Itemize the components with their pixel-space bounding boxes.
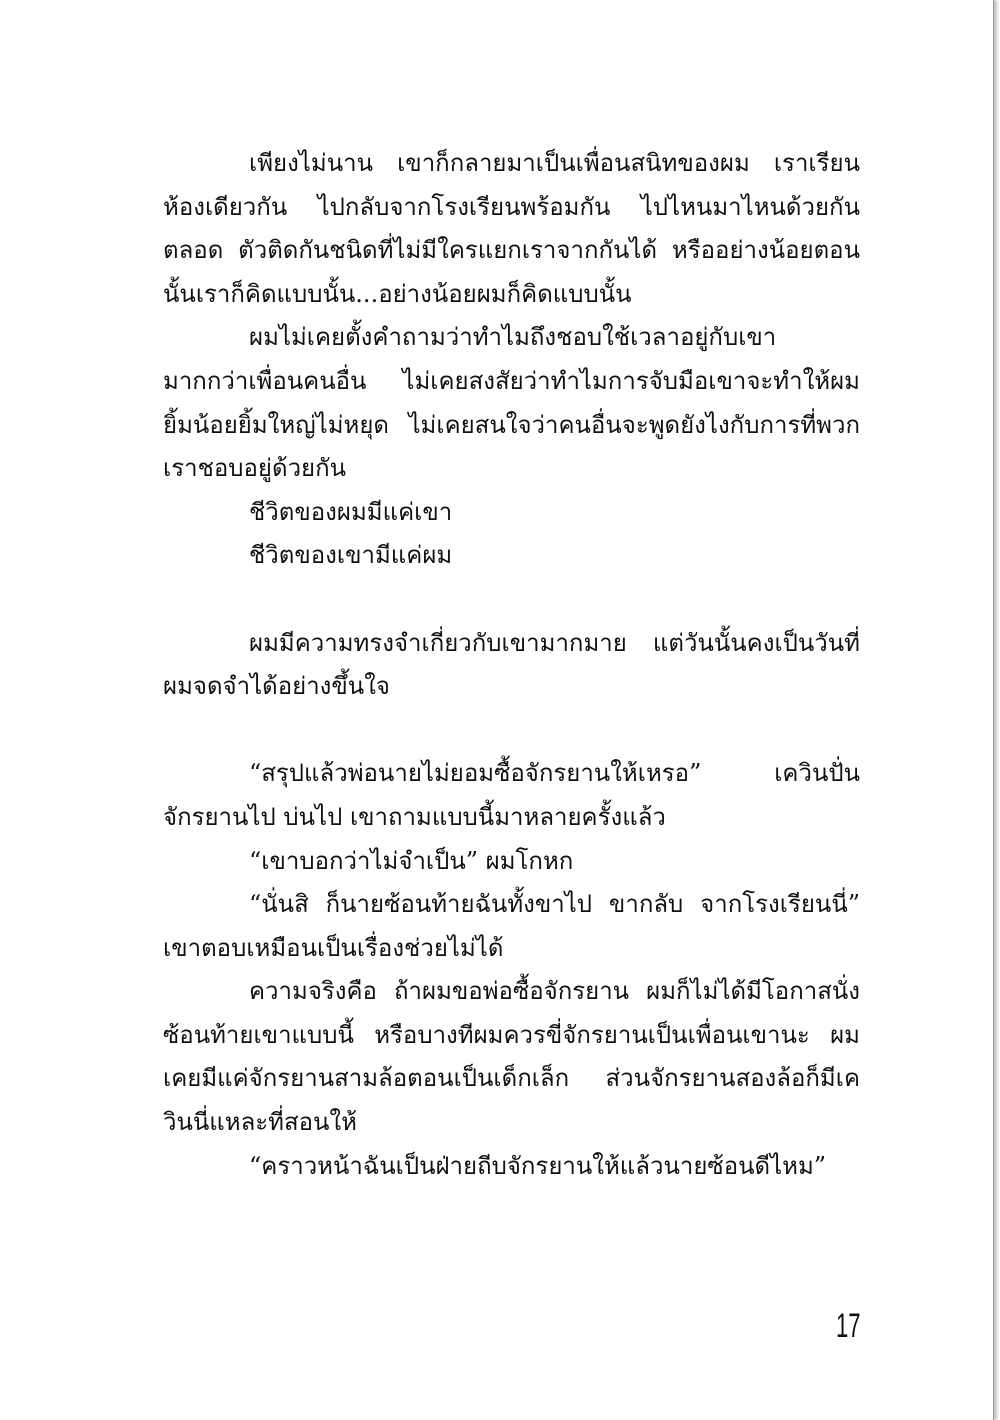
paragraph: ชีวิตของผมมีแค่เขา [249,497,453,526]
paragraph: ผมมีความทรงจำเกี่ยวกับเขามากมาย แต่วันนั้นคงเป็นวันที่ผมจดจำได้อย่างขึ้นใจ [163,628,860,701]
paragraph: “คราวหน้าฉันเป็นฝ่ายถีบจักรยานให้แล้วนายซ้อนดีไหม” [249,1151,827,1180]
paragraph: ผมไม่เคยตั้งคำถามว่าทำไมถึงชอบใช้เวลาอยู่กับเขามากกว่าเพื่อนคนอื่น ไม่เคยสงสัยว่าทำไมการจับมือเขาจะทำให้ผมยิ้มน้อยยิ้มใหญ่ไม่หยุด ไม่เคยสนใจว่าคนอื่นจะพูดยังไงกับการที่พวกเราชอบอยู่ด้วยกัน [163,323,860,483]
paragraph-gap [163,578,860,622]
body-text [163,142,860,1188]
paragraph: “นั่นสิ ก็นายซ้อนท้ายฉันทั้งขาไป ขากลับ จากโรงเรียนนี่” เขาตอบเหมือนเป็นเรื่องช่วยไม่ได้ [163,890,860,962]
page-number: 17 [836,1307,861,1345]
paragraph-gap [163,709,860,753]
paragraph: “สรุปแล้วพ่อนายไม่ยอมซื้อจักรยานให้เหรอ” เควินปั่นจักรยานไป บ่นไป เขาถามแบบนี้มาหลายครั้งแล้ว [163,759,860,831]
paragraph: ชีวิตของเขามีแค่ผม [249,541,453,570]
paragraph: ความจริงคือ ถ้าผมขอพ่อซื้อจักรยาน ผมก็ไม่ได้มีโอกาสนั่งซ้อนท้ายเขาแบบนี้ หรือบางทีผมควรขี่จักรยานเป็นเพื่อนเขานะ ผมเคยมีแค่จักรยานสามล้อตอนเป็นเด็กเล็ก ส่วนจักรยานสองล้อก็มีเควินนี่แหละที่สอนให้ [163,977,860,1137]
paragraph: เพียงไม่นาน เขาก็กลายมาเป็นเพื่อนสนิทของผม เราเรียนห้องเดียวกัน ไปกลับจากโรงเรียนพร้อมกัน ไปไหนมาไหนด้วยกันตลอด ตัวติดกันชนิดที่ไม่มีใครแยกเราจากกันได้ หรืออย่างน้อยตอนนั้นเราก็คิดแบบนั้น...อย่างน้อยผมก็คิดแบบนั้น [163,149,860,308]
paragraph: “เขาบอกว่าไม่จำเป็น” ผมโกหก [249,846,574,875]
